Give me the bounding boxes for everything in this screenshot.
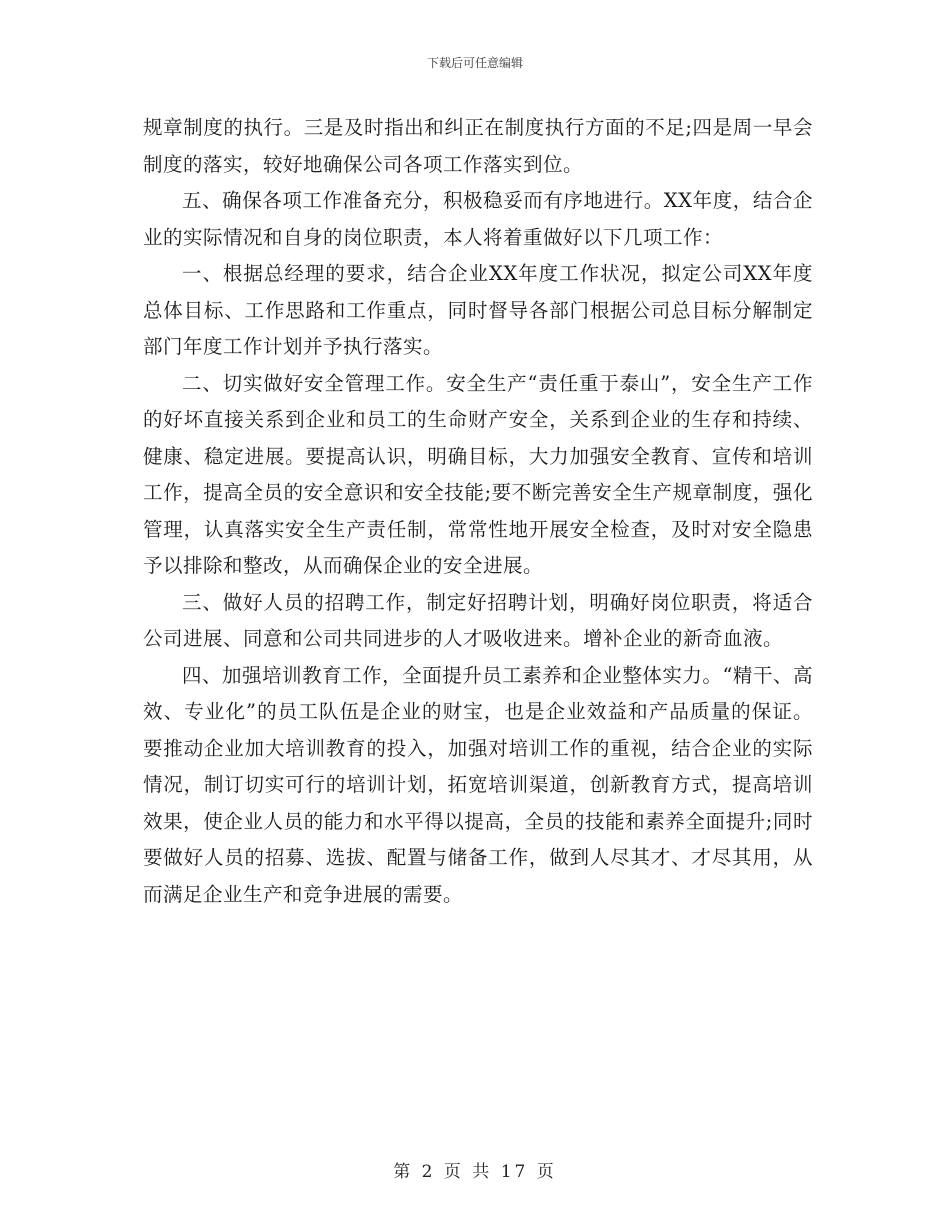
page-header: 下载后可任意编辑 bbox=[426, 56, 523, 70]
page-footer: 第 2 页 共 17 页 bbox=[393, 1162, 557, 1182]
paragraph-3: 一、根据总经理的要求，结合企业XX年度工作状况，拟定公司XX年度总体目标、工作思路和工作重点，同时督导各部门根据公司总目标分解制定部门年度工作计划并予执行落实。 bbox=[143, 262, 813, 358]
paragraph-6: 四、加强培训教育工作，全面提升员工素养和企业整体实力。“精干、高效、专业化”的员工队伍是企业的财宝，也是企业效益和产品质量的保证。要推动企业加大培训教育的投入，加强对培训工作的重视，结合企业的实际情况，制订切实可行的培训计划，拓宽培训渠道，创新教育方式，提高培训效果，使企业人员的能力和水平得以提高，全员的技能和素养全面提升;同时要做好人员的招募、选拔、配置与储备工作，做到人尽其才、才尽其用，从而满足企业生产和竞争进展的需要。 bbox=[143, 663, 813, 906]
document-body bbox=[143, 110, 813, 913]
paragraph-5: 三、做好人员的招聘工作，制定好招聘计划，明确好岗位职责，将适合公司进展、同意和公司共同进步的人才吸收进来。增补企业的新奇血液。 bbox=[143, 590, 813, 650]
paragraph-4: 二、切实做好安全管理工作。安全生产“责任重于泰山”，安全生产工作的好坏直接关系到企业和员工的生命财产安全，关系到企业的生存和持续、健康、稳定进展。要提高认识，明确目标，大力加强安全教育、宣传和培训工作，提高全员的安全意识和安全技能;要不断完善安全生产规章制度，强化管理，认真落实安全生产责任制，常常性地开展安全检查，及时对安全隐患予以排除和整改，从而确保企业的安全进展。 bbox=[143, 371, 813, 577]
paragraph-2: 五、确保各项工作准备充分，积极稳妥而有序地进行。XX年度，结合企业的实际情况和自身的岗位职责，本人将着重做好以下几项工作： bbox=[143, 189, 813, 249]
paragraph-1: 规章制度的执行。三是及时指出和纠正在制度执行方面的不足;四是周一早会制度的落实，较好地确保公司各项工作落实到位。 bbox=[143, 116, 813, 176]
